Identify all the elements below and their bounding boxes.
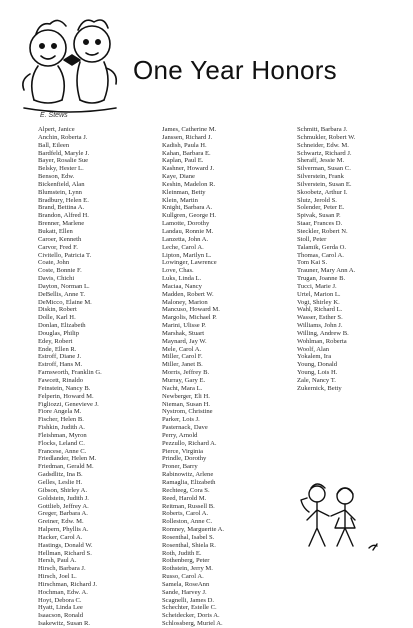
honor-name: Schechter, Estelle C. bbox=[162, 604, 217, 612]
honor-name: Halpern, Phyllis A. bbox=[38, 526, 89, 534]
honor-name: Brandon, Alfred H. bbox=[38, 212, 89, 220]
honor-name: Belsky, Hester L. bbox=[38, 165, 84, 173]
honor-name: Schlossberg, Muriel A. bbox=[162, 620, 223, 628]
honor-name: Marshak, Stuart bbox=[162, 329, 205, 337]
honor-name: Dolle, Karl H. bbox=[38, 314, 76, 322]
honor-name: Scheidecker, Doris A. bbox=[162, 612, 220, 620]
honor-name: Trugan, Joanne B. bbox=[297, 275, 346, 283]
honor-name: Kadish, Paula H. bbox=[162, 141, 207, 149]
honor-name: Parker, Lois J. bbox=[162, 416, 200, 424]
honor-name: Rabinowitz, Arlene bbox=[162, 471, 214, 479]
honor-name: Donlan, Elizabeth bbox=[38, 322, 86, 330]
artist-signature: E. Stews bbox=[40, 112, 68, 119]
page-title: One Year Honors bbox=[133, 55, 337, 85]
honor-name: Slutz, Jerold S. bbox=[297, 196, 337, 204]
honor-name: Diskin, Robert bbox=[38, 306, 77, 314]
honor-name: Murray, Gary E. bbox=[162, 377, 206, 384]
honor-name: Hersh, Paul A. bbox=[38, 557, 77, 565]
honor-name: Pasternack, Dave bbox=[162, 424, 208, 432]
honor-name: Greiner, Edw. M. bbox=[38, 518, 84, 526]
honor-name: Urtel, Marion L. bbox=[297, 290, 341, 298]
honor-name: Caroer, Kenneth bbox=[38, 235, 82, 243]
honor-name: Alpert, Janice bbox=[38, 126, 75, 133]
honor-name: DeMicco, Elaine M. bbox=[38, 298, 92, 306]
honor-name: Solender, Peter E. bbox=[297, 204, 345, 212]
honor-name: Civitello, Patricia T. bbox=[38, 251, 92, 259]
honor-name: Carvor, Fred F. bbox=[38, 243, 78, 251]
honor-name: Nacht, Mara L. bbox=[162, 384, 203, 392]
honor-name: Kaplan, Paul E. bbox=[162, 157, 204, 165]
honor-name: Russo, Carol A. bbox=[162, 573, 204, 581]
honor-name: Hacker, Carol A. bbox=[38, 533, 83, 541]
honor-name: Kahan, Barbara E. bbox=[162, 149, 211, 157]
honor-name: Feinstein, Nancy B. bbox=[38, 384, 91, 392]
honor-name: Sande, Harvey J. bbox=[162, 588, 207, 596]
honor-name: Kaye, Diane bbox=[162, 173, 195, 181]
honor-name: Davis, Chichi bbox=[38, 275, 75, 283]
honor-name: Hirschman, Richard J. bbox=[38, 580, 97, 588]
honor-name: Landau, Ronnie M. bbox=[162, 227, 214, 235]
honor-name: Miller, Carol F. bbox=[162, 353, 203, 361]
honor-name: Reed, Harold M. bbox=[162, 494, 207, 502]
honor-name: Ball, Eileen bbox=[38, 141, 70, 149]
honor-name: Hochman, Edw. A. bbox=[38, 588, 88, 596]
honor-name: Schwartz, Richard J. bbox=[297, 149, 352, 157]
honor-name: Maloney, Marion bbox=[162, 298, 208, 306]
honor-name: Fleishman, Myron bbox=[38, 431, 87, 439]
honor-name: Newberger, Eli H. bbox=[162, 392, 210, 400]
honor-name: Rosenthal, Shiela R. bbox=[162, 541, 216, 549]
honor-name: Farnsworth, Franklin G. bbox=[38, 369, 102, 377]
honor-name: Schmitt, Barbara J. bbox=[297, 126, 348, 133]
name-column-1 bbox=[38, 126, 133, 628]
honor-name: Miller, Janet B. bbox=[162, 361, 203, 369]
honor-name: Thomas, Carol A. bbox=[297, 251, 344, 259]
honor-name: Romney, Marguerite A. bbox=[162, 526, 225, 534]
honor-name: Spivak, Susan P. bbox=[297, 212, 341, 220]
honor-name: Reitman, Russell B. bbox=[162, 502, 215, 510]
honor-name: Hastings, Donald W. bbox=[38, 541, 93, 549]
honor-name: DeBellis, Anne T. bbox=[38, 290, 86, 298]
honor-name: Felperin, Howard M. bbox=[38, 392, 94, 400]
honor-name: Scagnelli, James D. bbox=[162, 596, 215, 604]
honor-name: Tom Kai S. bbox=[297, 259, 328, 267]
honor-name: Young, Donald bbox=[297, 361, 337, 369]
honor-name: Brenner, Marlene bbox=[38, 220, 85, 228]
honor-name: Bickenfield, Alan bbox=[38, 180, 85, 188]
honor-name: Figliozzi, Genevieve J. bbox=[38, 400, 99, 408]
honor-name: Marini, Ulisse P. bbox=[162, 322, 206, 330]
honor-name: Love, Chas. bbox=[162, 267, 194, 275]
honor-name: Bardfeld, Maryle J. bbox=[38, 149, 90, 157]
honor-name: Ramaglia, Elizabeth bbox=[162, 478, 216, 486]
honor-name: Silverstein, Frank bbox=[297, 173, 344, 181]
honor-name: Friedlander, Helen M. bbox=[38, 455, 97, 463]
honor-name: Stoll, Peter bbox=[297, 235, 327, 243]
honor-name: Isakewitz, Susan R. bbox=[38, 620, 91, 628]
honor-name: Willing, Andrew B. bbox=[297, 329, 349, 337]
honor-name: Pezzullo, Richard A. bbox=[162, 439, 217, 447]
honor-name: Proner, Barry bbox=[162, 463, 198, 471]
honor-name: Talamik, Gerda O. bbox=[297, 243, 346, 251]
honor-name: Keshin, Madelon R. bbox=[162, 180, 216, 188]
honor-name: Schneider, Edw. M. bbox=[297, 141, 349, 149]
honor-name: Rolleston, Anne C. bbox=[162, 518, 213, 526]
honor-name: Fawcett, Rinaldo bbox=[38, 377, 84, 384]
honor-name: Wohlman, Roberta bbox=[297, 337, 347, 345]
honor-name: Blumstein, Lynn bbox=[38, 188, 82, 196]
honor-name: Trauner, Mary Ann A. bbox=[297, 267, 356, 275]
honor-name: Lipton, Marilyn L. bbox=[162, 251, 212, 259]
honor-name: Edey, Robert bbox=[38, 337, 73, 345]
honor-name: Fishkin, Judith A. bbox=[38, 424, 85, 432]
honor-name: Anchin, Roberta J. bbox=[38, 133, 88, 141]
honor-name: Hyatt, Linda Lee bbox=[38, 604, 83, 612]
honor-name: Greger, Barbara A. bbox=[38, 510, 88, 518]
honor-name: Mele, Carol A. bbox=[162, 345, 202, 353]
honor-name: Yokalem, Ira bbox=[297, 353, 332, 361]
honor-name: Dayton, Norman L. bbox=[38, 282, 90, 290]
honor-name: Morris, Jeffrey B. bbox=[162, 369, 210, 377]
honor-name: Nystrom, Christine bbox=[162, 408, 213, 416]
honor-name: Woolf, Alan bbox=[297, 345, 330, 353]
honor-name: Madden, Robert W. bbox=[162, 290, 214, 298]
honor-name: Williams, John J. bbox=[297, 322, 343, 330]
honor-name: Staar, Frances D. bbox=[297, 220, 343, 228]
honor-name: Bayer, Rosalie Sue bbox=[38, 157, 89, 165]
honor-name: Ende, Ellen R. bbox=[38, 345, 77, 353]
honor-name: Lanzetta, John A. bbox=[162, 235, 209, 243]
honor-name: Pierce, Virginia bbox=[162, 447, 204, 455]
honor-name: Benson, Edw. bbox=[38, 173, 75, 181]
honor-name: Brand, Bettina A. bbox=[38, 204, 85, 212]
honor-name: Isaacson, Ronald bbox=[38, 612, 84, 620]
honor-name: Roberts, Carol A. bbox=[162, 510, 209, 518]
honor-name: Luks, Linda L. bbox=[162, 275, 202, 283]
name-column-2 bbox=[162, 126, 257, 628]
honor-name: Steckler, Robert N. bbox=[297, 227, 348, 235]
honor-name: Gelles, Leslie H. bbox=[38, 478, 83, 486]
honor-name: Perry, Arnold bbox=[162, 431, 198, 439]
honor-name: Zale, Nancy T. bbox=[297, 377, 336, 384]
honor-name: Estroff, Hans M. bbox=[38, 361, 83, 369]
name-column-3 bbox=[297, 126, 397, 393]
honor-name: Rechteeg, Cora S. bbox=[162, 486, 210, 494]
honor-name: Janssen, Richard J. bbox=[162, 133, 213, 141]
honor-name: Mancuso, Howard M. bbox=[162, 306, 220, 314]
honor-name: Maciaa, Nancy bbox=[162, 282, 202, 290]
honor-name: Lowinger, Lawrence bbox=[162, 259, 217, 267]
honor-name: Francese, Anne C. bbox=[38, 447, 87, 455]
honor-name: Silverstein, Susan E. bbox=[297, 180, 352, 188]
honor-name: Klein, Martin bbox=[162, 196, 198, 204]
honor-name: Gottlieb, Jeffrey A. bbox=[38, 502, 89, 510]
cartoon-couple-illustration bbox=[283, 478, 385, 556]
honor-name: Rothstein, Jerry M. bbox=[162, 565, 213, 573]
honor-name: Gadsdlitz, Ina B. bbox=[38, 471, 83, 479]
honor-name: Vogt, Shirley K. bbox=[297, 298, 340, 306]
honor-name: Flocks, Leland C. bbox=[38, 439, 85, 447]
honor-name: Wasser, Esther S. bbox=[297, 314, 343, 322]
honor-name: Friedman, Gerald M. bbox=[38, 463, 94, 471]
honor-name: Kleinman, Betty bbox=[162, 188, 206, 196]
honor-name: Samela, RoseAnn bbox=[162, 580, 210, 588]
honor-name: Hirsch, Barbara J. bbox=[38, 565, 86, 573]
honor-name: Skoobetz, Arthur I. bbox=[297, 188, 348, 196]
honor-name: Lamotte, Dorothy bbox=[162, 220, 210, 228]
honor-name: Young, Lois H. bbox=[297, 369, 338, 377]
honor-name: Nieman, Susan H. bbox=[162, 400, 210, 408]
honor-name: Kullgren, George H. bbox=[162, 212, 217, 220]
honor-name: Hellman, Richard S. bbox=[38, 549, 92, 557]
honor-name: Hoyt, Debora C. bbox=[38, 596, 82, 604]
honor-name: Sheraff, Jessie M. bbox=[297, 157, 345, 165]
honor-name: Kashner, Howard J. bbox=[162, 165, 215, 173]
honor-name: Schmukler, Robert W. bbox=[297, 133, 356, 141]
honor-name: Goldstein, Judith J. bbox=[38, 494, 89, 502]
honor-name: Zukernick, Betty bbox=[297, 384, 342, 392]
honor-name: Hirsch, Joel L. bbox=[38, 573, 77, 581]
honor-name: Coste, Bonnie F. bbox=[38, 267, 82, 275]
honor-name: Fiore Angela M. bbox=[38, 408, 82, 416]
honor-name: Roth, Judith E. bbox=[162, 549, 202, 557]
honor-name: Leche, Carol A. bbox=[162, 243, 204, 251]
honor-name: Rothenberg, Peter bbox=[162, 557, 210, 565]
honor-name: Silverman, Susan C. bbox=[297, 165, 351, 173]
honor-name: Bradbury, Helen E. bbox=[38, 196, 89, 204]
honor-name: Tucci, Marie J. bbox=[297, 282, 337, 290]
cartoon-illustration bbox=[14, 8, 124, 120]
honor-name: Coate, John bbox=[38, 259, 70, 267]
honor-name: Margolis, Michael P. bbox=[162, 314, 217, 322]
honor-name: Bukatt, Ellen bbox=[38, 227, 73, 235]
honor-name: Douglas, Philip bbox=[38, 329, 80, 337]
honor-name: Wahl, Richard L. bbox=[297, 306, 343, 314]
honor-name: Maynard, Jay W. bbox=[162, 337, 207, 345]
honor-name: Fischer, Helen B. bbox=[38, 416, 84, 424]
honor-name: Gibson, Shirley A. bbox=[38, 486, 88, 494]
honor-name: Estroff, Diane J. bbox=[38, 353, 82, 361]
honor-name: Knight, Barbara A. bbox=[162, 204, 213, 212]
honor-name: James, Catherine M. bbox=[162, 126, 217, 133]
honor-name: Rosenthal, Isabel S. bbox=[162, 533, 215, 541]
honor-name: Prindle, Dorothy bbox=[162, 455, 207, 463]
